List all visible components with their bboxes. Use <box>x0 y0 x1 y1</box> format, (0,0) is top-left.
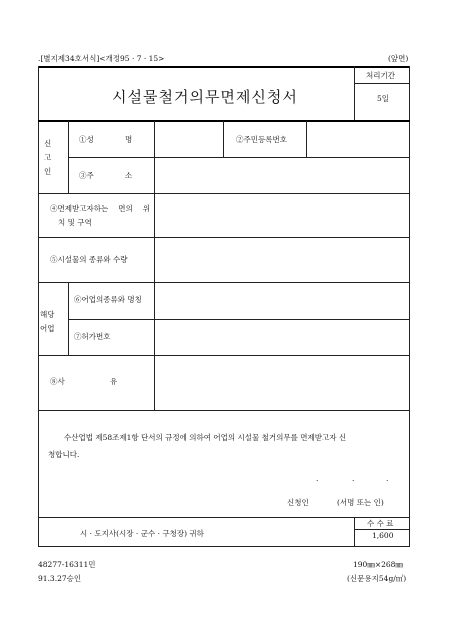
fee-row-line <box>354 529 410 530</box>
rrn-label-left-divider <box>223 121 224 157</box>
fee-divider <box>354 517 355 547</box>
processing-period-label: 처리기간 <box>366 71 395 80</box>
fishery-row-line <box>68 319 410 320</box>
fishery-type-label: ⑥어업의종류와 명칭 <box>74 295 142 304</box>
footer-approval: 91.3.27승인 <box>38 574 82 583</box>
processing-row-line <box>354 83 410 84</box>
processing-divider <box>354 66 355 120</box>
date-month-mark: . <box>352 474 355 483</box>
rrn-label-right-divider <box>306 121 307 157</box>
reason-label-a: ⑧사 <box>50 377 65 386</box>
applicant-bottom-line <box>38 193 410 194</box>
name-label-b: 명 <box>125 135 133 144</box>
page-side-label: (앞면) <box>388 54 409 63</box>
location-bottom-line <box>38 237 410 238</box>
footer-paper-size: 190㎜×268㎜ <box>353 560 403 569</box>
address-label-b: 소 <box>125 171 133 180</box>
title-bottom-line <box>38 120 410 122</box>
right-border <box>409 66 410 547</box>
fishery-group-divider <box>68 283 69 355</box>
location-field[interactable] <box>156 195 408 236</box>
address-field[interactable] <box>156 159 408 192</box>
fee-value: 1,600 <box>372 531 394 540</box>
fishery-bottom-line <box>38 355 410 356</box>
declaration-line1: 수산업법 제58조제1항 단서의 규정에 의하여 어업의 시설물 철거의무를 면제받고자 신 <box>64 433 347 442</box>
reason-label-b: 유 <box>110 377 118 386</box>
form-reference: .[별지제34호서식]<개정95 · 7 · 15> <box>38 54 165 63</box>
license-number-label: ⑦허가번호 <box>74 332 111 341</box>
fishery-group-label: 해당 어업 <box>40 310 55 333</box>
facility-label: ⑤시설물의 종류와 수량 <box>50 255 128 264</box>
reason-bottom-line <box>38 410 410 411</box>
location-label-line1: ④면제받고자하는 면의 위 <box>50 204 150 213</box>
facility-field[interactable] <box>156 239 408 281</box>
license-number-field[interactable] <box>156 321 408 354</box>
name-label-a: ①성 <box>79 135 94 144</box>
date-year-mark: . <box>316 474 319 483</box>
fee-label: 수 수 료 <box>367 519 394 528</box>
declaration-line2: 청합니다. <box>48 450 80 459</box>
left-border <box>38 66 39 547</box>
facility-bottom-line <box>38 282 410 283</box>
location-label-line2: 치 및 구역 <box>58 218 92 227</box>
rrn-field[interactable] <box>308 123 408 156</box>
footer-paper-type: (신문용지54g/㎡) <box>347 574 407 583</box>
footer-form-number: 48277-16311민 <box>38 560 96 569</box>
processing-period-value: 5일 <box>377 94 390 103</box>
reason-divider <box>154 356 155 410</box>
date-day-mark: . <box>386 474 389 483</box>
label-column-divider <box>154 121 155 357</box>
name-field[interactable] <box>156 123 222 156</box>
fishery-type-field[interactable] <box>156 285 408 318</box>
applicant-row-line <box>68 157 410 158</box>
form-title: 시설물철거의무면제신청서 <box>112 88 298 106</box>
addressee: 시 · 도지사(시장 · 군수 · 구청장) 귀하 <box>80 529 204 538</box>
reason-field[interactable] <box>156 358 408 409</box>
applicant-group-label: 신 고 인 <box>44 139 52 176</box>
address-label-a: ③주 <box>79 171 94 180</box>
signature-note: (서명 또는 인) <box>337 498 384 507</box>
rrn-label: ②주민등록번호 <box>236 135 287 144</box>
applicant-signature-label: 신청인 <box>287 498 309 507</box>
applicant-group-divider <box>68 121 69 193</box>
